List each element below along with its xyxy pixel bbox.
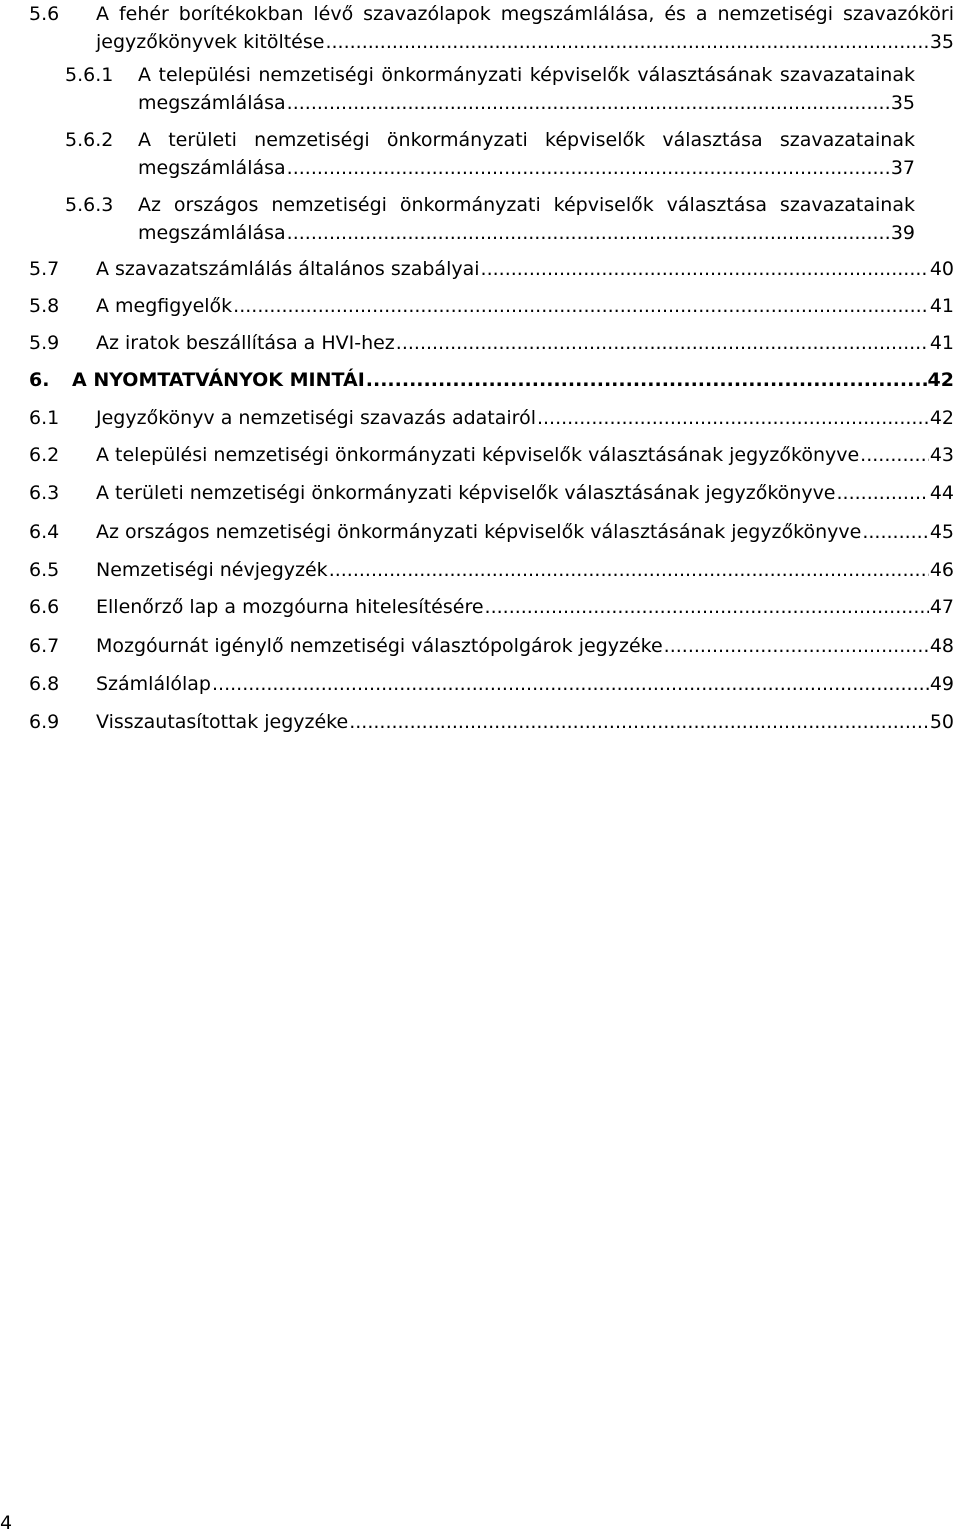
toc-page-number: 49 xyxy=(929,673,954,695)
dot-leader xyxy=(664,635,929,657)
toc-page-number: 43 xyxy=(929,444,954,466)
toc-page-number: 50 xyxy=(929,711,954,733)
toc-title: A NYOMTATVÁNYOK MINTÁI xyxy=(72,369,365,391)
toc-number: 6.5 xyxy=(29,559,60,581)
toc-title: Visszautasítottak jegyzéke xyxy=(96,711,349,733)
toc-number: 6.9 xyxy=(29,711,60,733)
dot-leader xyxy=(329,559,929,581)
dot-leader xyxy=(481,258,929,280)
toc-title: Mozgóurnát igénylő nemzetiségi választópolgárok jegyzéke xyxy=(96,635,663,657)
toc-number: 5.6.2 xyxy=(65,129,114,151)
toc-title-line-1: A területi nemzetiségi önkormányzati képviselők választása szavazatainak xyxy=(138,129,915,151)
dot-leader xyxy=(366,369,927,391)
toc-page-number: 48 xyxy=(929,635,954,657)
toc-page-number: 35 xyxy=(929,31,954,53)
toc-title: Az országos nemzetiségi önkormányzati képviselők választásának jegyzőkönyve xyxy=(96,521,862,543)
toc-title: A települési nemzetiségi önkormányzati képviselők választásának jegyzőkönyve xyxy=(96,444,860,466)
toc-title: Az iratok beszállítása a HVI-hez xyxy=(96,332,395,354)
toc-number: 6.2 xyxy=(29,444,60,466)
dot-leader xyxy=(349,711,929,733)
toc-title: A területi nemzetiségi önkormányzati képviselők választásának jegyzőkönyve xyxy=(96,482,836,504)
toc-page-number: 44 xyxy=(929,482,954,504)
toc-number: 5.9 xyxy=(29,332,60,354)
dot-leader xyxy=(325,31,928,53)
dot-leader xyxy=(287,92,890,114)
dot-leader xyxy=(396,332,929,354)
toc-page-number: 46 xyxy=(929,559,954,581)
footer xyxy=(0,1512,12,1534)
toc-title: Nemzetiségi névjegyzék xyxy=(96,559,328,581)
toc-title-line-2: megszámlálása xyxy=(138,157,286,179)
toc-number: 6.3 xyxy=(29,482,60,504)
toc-number: 6.8 xyxy=(29,673,60,695)
toc-number: 5.6 xyxy=(29,3,60,25)
toc-number: 6.1 xyxy=(29,407,60,429)
toc-number: 6.6 xyxy=(29,596,60,618)
toc-number: 5.7 xyxy=(29,258,60,280)
page-number: 4 xyxy=(0,1512,13,1534)
toc-page-number: 41 xyxy=(929,332,954,354)
toc-page-number: 37 xyxy=(890,157,915,179)
toc-page-number: 39 xyxy=(890,222,915,244)
toc-page-number: 42 xyxy=(929,407,954,429)
toc-title: Jegyzőkönyv a nemzetiségi szavazás adatairól xyxy=(96,407,536,429)
dot-leader xyxy=(485,596,929,618)
toc-title-line-2: megszámlálása xyxy=(138,92,286,114)
dot-leader xyxy=(287,157,890,179)
toc-title-line-1: A települési nemzetiségi önkormányzati képviselők választásának szavazatainak xyxy=(138,64,915,86)
toc-title: Számlálólap xyxy=(96,673,211,695)
toc-title-line-2: megszámlálása xyxy=(138,222,286,244)
dot-leader xyxy=(862,521,928,543)
toc-page-number: 41 xyxy=(929,295,954,317)
toc-number: 6.4 xyxy=(29,521,60,543)
toc-number: 5.6.3 xyxy=(65,194,114,216)
dot-leader xyxy=(233,295,929,317)
toc-page-number: 42 xyxy=(927,369,954,391)
toc-page-number: 35 xyxy=(890,92,915,114)
dot-leader xyxy=(287,222,890,244)
toc-title-line-1: A fehér borítékokban lévő szavazólapok megszámlálása, és a nemzetiségi szavazóköri xyxy=(96,3,954,25)
toc-title-line-1: Az országos nemzetiségi önkormányzati képviselők választása szavazatainak xyxy=(138,194,915,216)
toc-title: Ellenőrző lap a mozgóurna hitelesítésére xyxy=(96,596,484,618)
dot-leader xyxy=(837,482,929,504)
toc-title: A szavazatszámlálás általános szabályai xyxy=(96,258,480,280)
dot-leader xyxy=(860,444,929,466)
toc-title: A megfigyelők xyxy=(96,295,233,317)
dot-leader xyxy=(212,673,929,695)
toc-number: 6. xyxy=(29,369,50,391)
toc-page-number: 40 xyxy=(929,258,954,280)
toc-page-number: 47 xyxy=(929,596,954,618)
toc-number: 5.8 xyxy=(29,295,60,317)
toc-title-line-2: jegyzőkönyvek kitöltése xyxy=(96,31,325,53)
toc-number: 5.6.1 xyxy=(65,64,114,86)
toc-number: 6.7 xyxy=(29,635,60,657)
toc-page-number: 45 xyxy=(929,521,954,543)
dot-leader xyxy=(537,407,929,429)
